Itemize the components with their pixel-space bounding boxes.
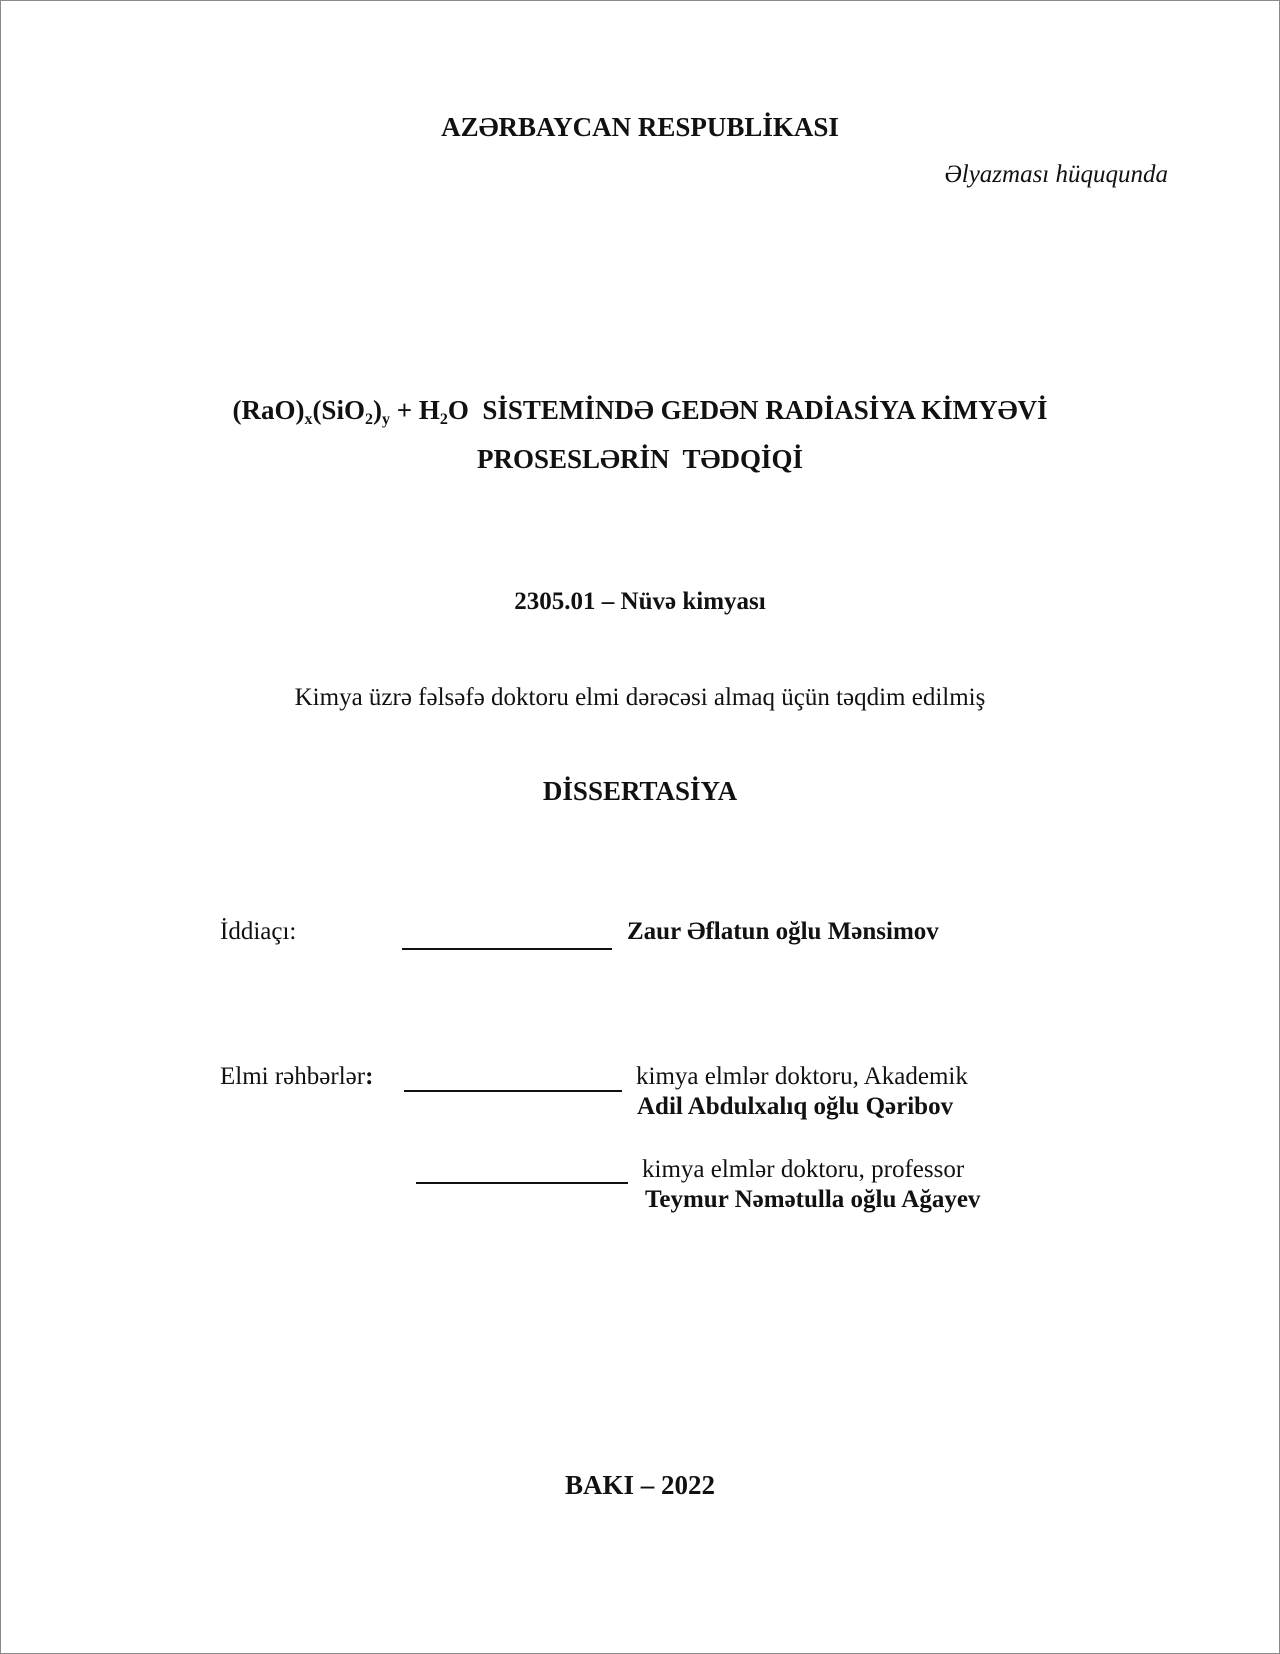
specialty-code: 2305.01 – Nüvə kimyası	[514, 588, 766, 615]
formula-text: + H	[389, 395, 440, 425]
applicant-name: Zaur Əflatun oğlu Mənsimov	[627, 918, 939, 945]
formula-subscript-h2: 2	[439, 411, 448, 428]
city-year: BAKI – 2022	[564, 1470, 716, 1500]
supervisor-1-name: Adil Abdulxalıq oğlu Qəribov	[637, 1093, 954, 1120]
formula-subscript-2: 2	[364, 411, 373, 428]
title-text: O SİSTEMİNDƏ GEDƏN RADİASİYA KİMYƏVİ	[447, 395, 1048, 425]
supervisors-label	[220, 1063, 373, 1091]
formula-text: (RaO)	[232, 395, 305, 425]
formula-subscript-x: x	[304, 411, 313, 428]
manuscript-rights-note: Əlyazması hüququnda	[944, 161, 1168, 188]
document-type: DİSSERTASİYA	[542, 776, 738, 806]
supervisor-2-name: Teymur Nəmətulla oğlu Ağayev	[645, 1186, 981, 1213]
supervisor-1-signature-line	[404, 1090, 622, 1092]
formula-subscript-y: y	[381, 411, 390, 428]
dissertation-title-line-2: PROSESLƏRİN TƏDQİQİ	[477, 444, 803, 474]
applicant-signature-line	[402, 948, 612, 950]
degree-statement: Kimya üzrə fəlsəfə doktoru elmi dərəcəsi almaq üçün təqdim edilmiş	[294, 684, 986, 711]
dissertation-title-line-1	[0, 395, 1280, 426]
formula-text: )	[372, 395, 382, 425]
supervisors-label-colon: :	[365, 1063, 374, 1090]
applicant-label: İddiaçı:	[220, 918, 297, 945]
supervisor-2-signature-line	[416, 1182, 628, 1184]
republic-heading: AZƏRBAYCAN RESPUBLİKASI	[441, 112, 839, 142]
supervisor-1-title: kimya elmlər doktoru, Akademik	[636, 1063, 968, 1090]
formula-text: (SiO	[312, 395, 365, 425]
supervisor-2-title: kimya elmlər doktoru, professor	[642, 1156, 965, 1183]
supervisors-label-text: Elmi rəhbərlər	[220, 1063, 366, 1090]
